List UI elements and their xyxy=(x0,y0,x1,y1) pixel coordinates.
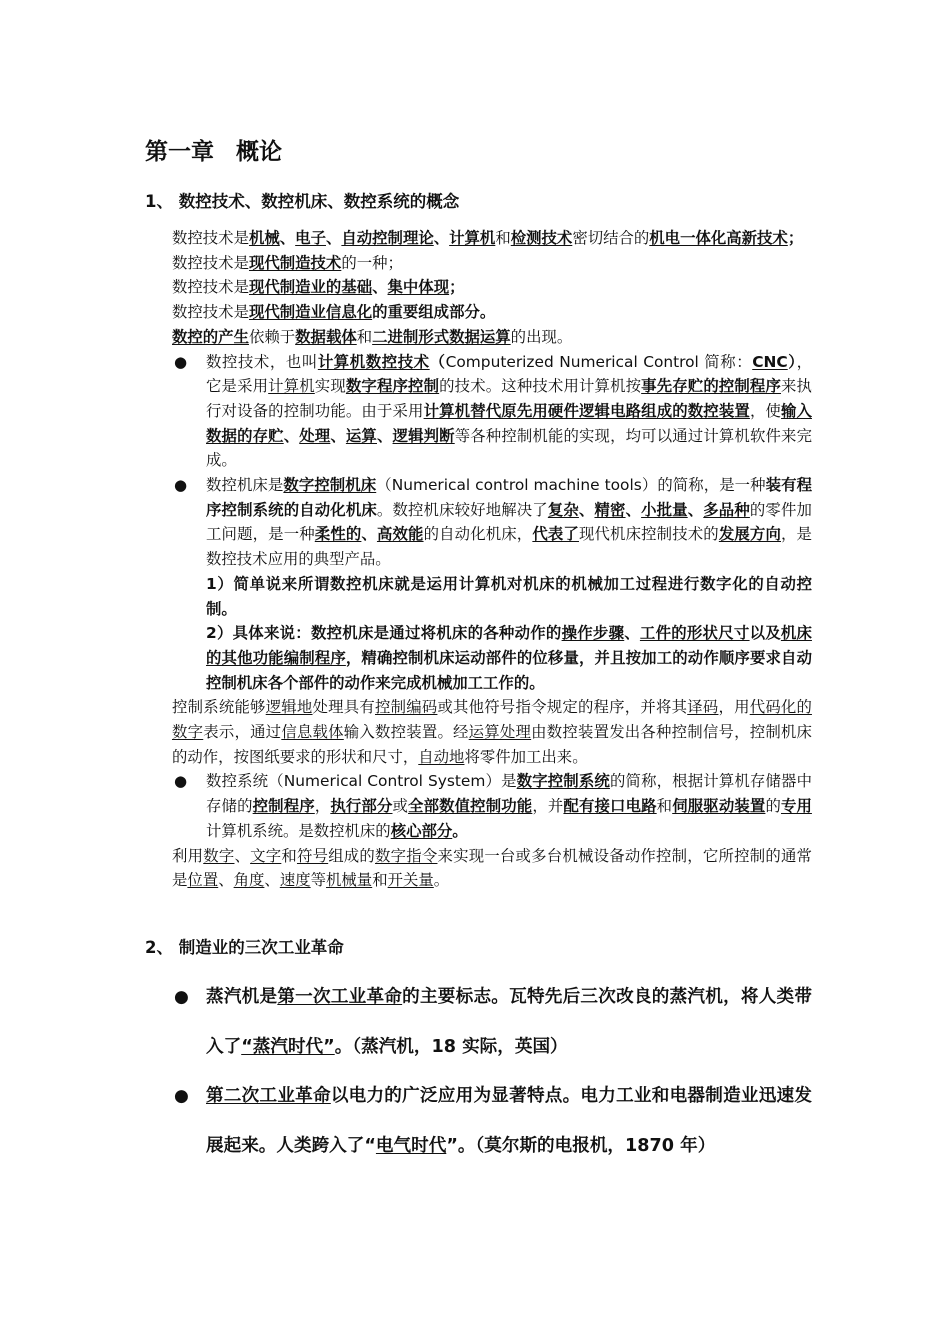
section-1-heading: 1、 数控技术、数控机床、数控系统的概念 xyxy=(145,192,460,211)
section-2-body xyxy=(172,973,812,1171)
bullet-icon: ● xyxy=(174,987,189,1007)
bullet-icon: ● xyxy=(174,476,188,495)
list-item-nc-system: ● 数控系统（Numerical Control System）是数字控制系统的简称，根据计算机存储器中存储的控制程序，执行部分或全部数值控制功能，并配有接口电路和伺服驱动装置的专用计算机系统。是数控机床的核心部分。 xyxy=(172,769,812,843)
bullet-icon: ● xyxy=(174,1086,189,1106)
list-item-cnc: ● 数控技术，也叫计算机数控技术（Computerized Numerical Control 简称：CNC），它是采用计算机实现数字程序控制的技术。这种技术用计算机按事先存贮的控制程序来执行对设备的控制功能。由于采用计算机替代原先用硬件逻辑电路组成的数控装置，使输入数据的存贮、处理、运算、逻辑判断等各种控制机能的实现，均可以通过计算机软件来完成。 xyxy=(172,350,812,474)
sub-point-2: 2）具体来说：数控机床是通过将机床的各种动作的操作步骤、工件的形状尺寸以及机床的其他功能编制程序，精确控制机床运动部件的位移量，并且按加工的动作顺序要求自动控制机床各个部件的动作来完成机械加工工作的。 xyxy=(206,624,812,692)
list-item-first-revolution: ● 蒸汽机是第一次工业革命的主要标志。瓦特先后三次改良的蒸汽机，将人类带入了“蒸汽时代”。（蒸汽机，18 实际，英国） xyxy=(172,973,812,1072)
list-item-nc-machine: ● 数控机床是数字控制机床（Numerical control machine tools）的简称，是一种装有程序控制系统的自动化机床。数控机床较好地解决了复杂、精密、小批量、多品种的零件加工问题，是一种柔性的、高效能的自动化机床，代表了现代机床控制技术的发展方向，是数控技术应用的典型产品。 xyxy=(172,473,812,572)
chapter-number: 第一章 xyxy=(145,139,214,165)
chapter-title xyxy=(145,133,282,166)
chapter-name: 概论 xyxy=(236,139,282,165)
section-2-heading: 2、 制造业的三次工业革命 xyxy=(145,938,344,957)
bullet-icon: ● xyxy=(174,352,188,371)
paragraph: 数控技术是现代制造业信息化的重要组成部分。 xyxy=(172,303,496,322)
list-item-second-revolution: ● 第二次工业革命以电力的广泛应用为显著特点。电力工业和电器制造业迅速发展起来。人类跨入了“电气时代”。（莫尔斯的电报机，1870 年） xyxy=(172,1072,812,1171)
paragraph: 数控技术是现代制造技术的一种； xyxy=(172,253,403,272)
paragraph: 数控技术是现代制造业的基础、集中体现； xyxy=(172,278,465,297)
section-1-body xyxy=(172,226,812,893)
bullet-icon: ● xyxy=(174,772,188,791)
sub-point-1: 1）简单说来所谓数控机床就是运用计算机对机床的机械加工过程进行数字化的自动控制。 xyxy=(206,574,812,618)
paragraph: 数控技术是机械、电子、自动控制理论、计算机和检测技术密切结合的机电一体化高新技术； xyxy=(172,229,804,247)
paragraph: 数控的产生依赖于数据载体和二进制形式数据运算的出现。 xyxy=(172,327,573,346)
paragraph-digital-control: 利用数字、文字和符号组成的数字指令来实现一台或多台机械设备动作控制，它所控制的通常是位置、角度、速度等机械量和开关量。 xyxy=(172,846,812,890)
paragraph-control-system: 控制系统能够逻辑地处理具有控制编码或其他符号指令规定的程序，并将其译码，用代码化的数字表示，通过信息载体输入数控装置。经运算处理由数控装置发出各种控制信号，控制机床的动作，按图纸要求的形状和尺寸，自动地将零件加工出来。 xyxy=(172,698,812,766)
